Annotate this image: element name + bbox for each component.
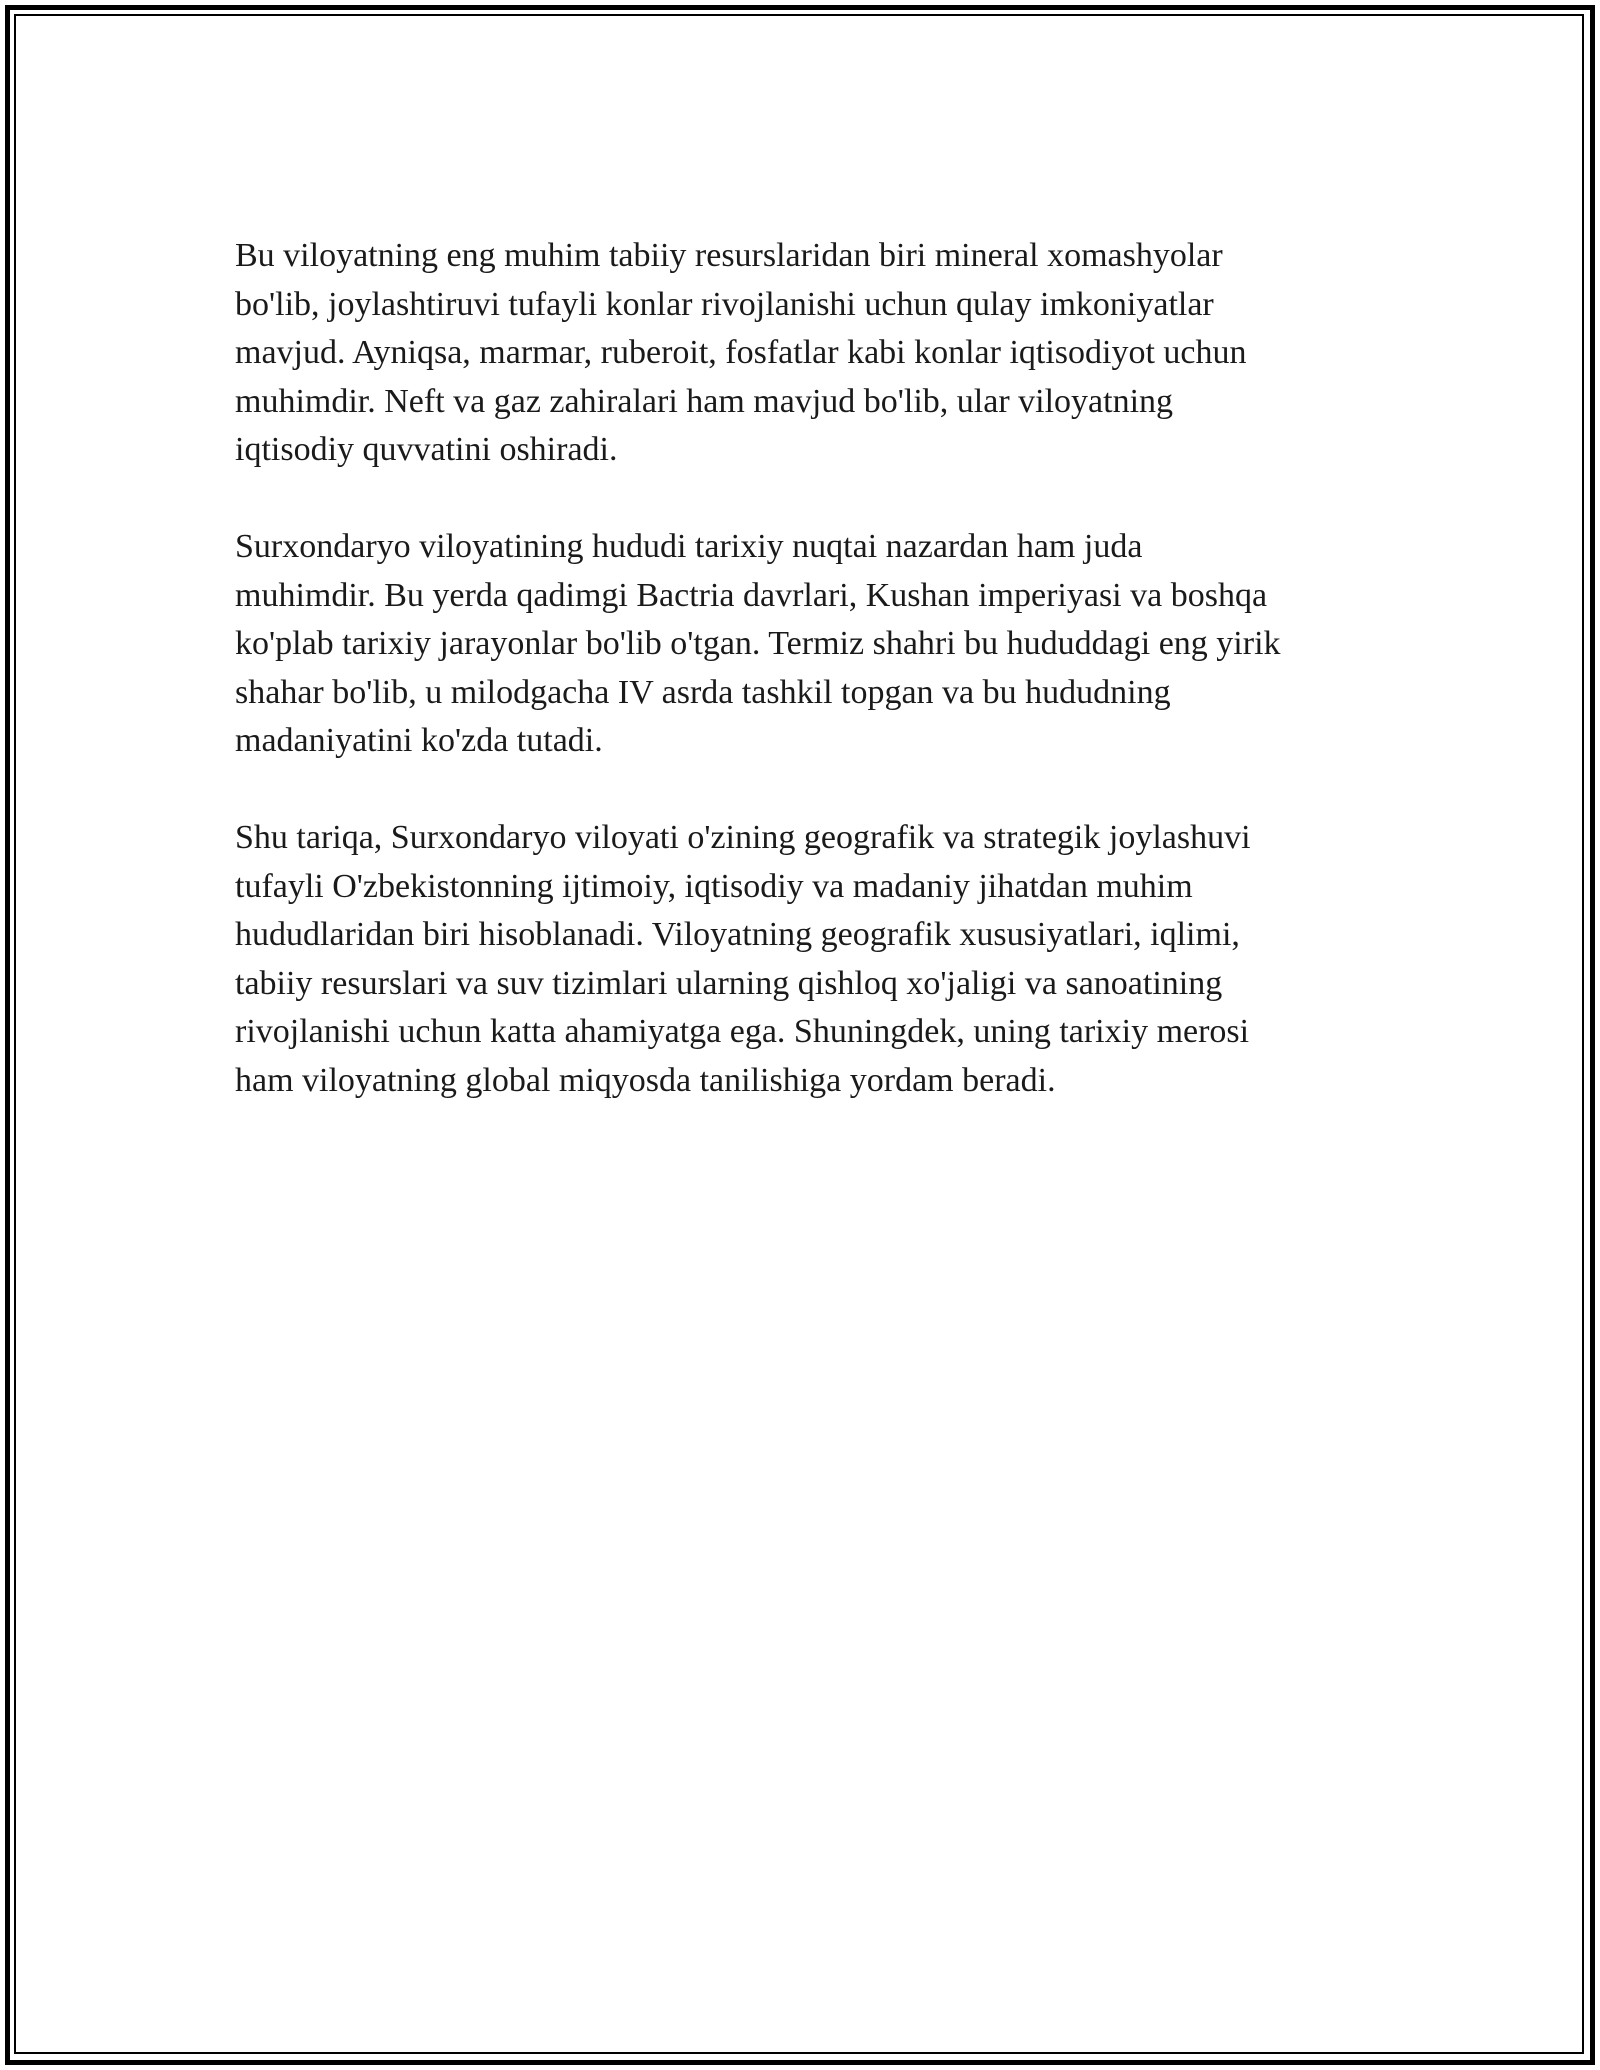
document-body [235, 232, 1375, 1154]
paragraph-mineral-resources: Bu viloyatning eng muhim tabiiy resurslaridan biri mineral xomashyolar bo'lib, joylashtiruvi tufayli konlar rivojlanishi uchun qulay imkoniyatlar mavjud. Ayniqsa, marmar, ruberoit, fosfatlar kabi konlar iqtisodiyot uchun muhimdir. Neft va gaz zahiralari ham mavjud bo'lib, ular viloyatning iqtisodiy quvvatini oshiradi. [235, 237, 1247, 468]
paragraph-conclusion: Shu tariqa, Surxondaryo viloyati o'zining geografik va strategik joylashuvi tufayli O'zbekistonning ijtimoiy, iqtisodiy va madaniy jihatdan muhim hududlaridan biri hisoblanadi. Viloyatning geografik xususiyatlari, iqlimi, tabiiy resurslari va suv tizimlari ularning qishloq xo'jaligi va sanoatining rivojlanishi uchun katta ahamiyatga ega. Shuningdek, uning tarixiy merosi ham viloyatning global miqyosda tanilishiga yordam beradi. [235, 819, 1251, 1099]
paragraph-history: Surxondaryo viloyatining hududi tarixiy nuqtai nazardan ham juda muhimdir. Bu yerda qadimgi Bactria davrlari, Kushan imperiyasi va boshqa ko'plab tarixiy jarayonlar bo'lib o'tgan. Termiz shahri bu hududdagi eng yirik shahar bo'lib, u milodgacha IV asrda tashkil topgan va bu hududning madaniyatini ko'zda tutadi. [235, 528, 1281, 759]
